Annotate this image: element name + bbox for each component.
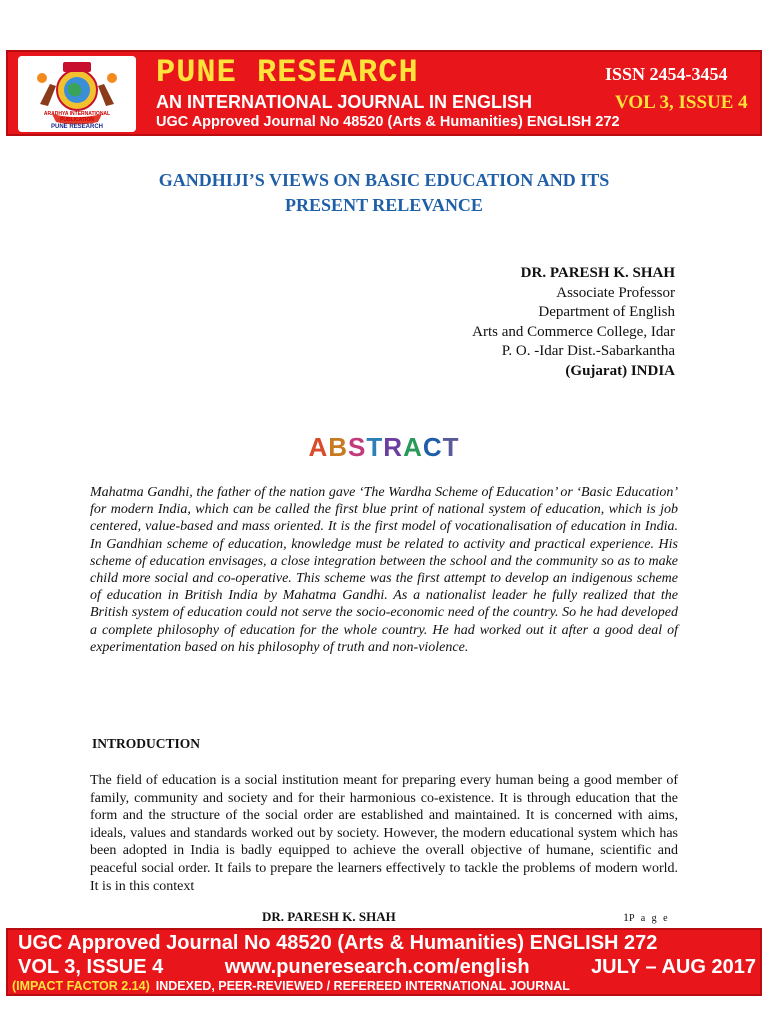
page-number: 1 <box>623 910 629 924</box>
journal-ugc-approval: UGC Approved Journal No 48520 (Arts & Humanities) ENGLISH 272 <box>156 114 620 130</box>
abstract-heading-letter: R <box>383 432 404 462</box>
abstract-heading-letter: C <box>422 432 443 462</box>
page-number-label <box>623 910 670 925</box>
author-address: P. O. -Idar Dist.-Sabarkantha <box>501 343 675 359</box>
journal-logo <box>18 56 136 132</box>
author-position: Associate Professor <box>556 284 675 301</box>
footer-volume: VOL 3, ISSUE 4 <box>18 956 164 978</box>
journal-issn: ISSN 2454-3454 <box>605 64 728 84</box>
author-name: DR. PARESH K. SHAH <box>520 265 675 281</box>
footer-author-name: DR. PARESH K. SHAH <box>262 909 396 924</box>
footer-indexing-line <box>12 979 756 993</box>
footer-indexed: INDEXED, PEER-REVIEWED / REFEREED INTERNATIONAL JOURNAL <box>155 979 570 993</box>
author-state: (Gujarat) INDIA <box>565 362 675 379</box>
article-title <box>90 168 678 218</box>
journal-header-banner <box>6 50 762 136</box>
abstract-heading-letter: A <box>308 432 329 462</box>
logo-caption-publisher: ARADHYA INTERNATIONAL PUBLICATION <box>43 111 111 123</box>
article-title-line1: GANDHIJI’S VIEWS ON BASIC EDUCATION AND ITS <box>158 170 610 190</box>
footer-website-link[interactable]: www.puneresearch.com/english <box>224 956 530 978</box>
author-block <box>400 264 675 381</box>
abstract-heading-letter: T <box>442 432 460 462</box>
abstract-heading <box>0 432 768 463</box>
journal-footer-banner <box>6 928 762 996</box>
author-college: Arts and Commerce College, Idar <box>472 323 675 340</box>
introduction-paragraph: The field of education is a social institution meant for preparing every human being a good member of family, community and society and for their harmonious co-existence. It is through education that the form and the structure of the social order are established and maintained. It is concerned with aims, ideals, values and standards worked out by society. However, the modern educational system which has been adopted in India is badly equipped to achieve the overall objective of humane, scientific and peaceful social order. It fails to prepare the learners effectively to tackle the problems of modern world. It is in this context <box>90 773 678 894</box>
footer-ugc-approval: UGC Approved Journal No 48520 (Arts & Humanities) ENGLISH 272 <box>18 932 658 954</box>
abstract-heading-letter: T <box>366 432 384 462</box>
footer-date: JULY – AUG 2017 <box>591 956 756 978</box>
introduction-heading: INTRODUCTION <box>92 736 201 751</box>
abstract-heading-letter: B <box>328 432 349 462</box>
footer-issue-line <box>18 956 756 979</box>
abstract-heading-letter: A <box>403 432 423 462</box>
abstract-paragraph: Mahatma Gandhi, the father of the nation gave ‘The Wardha Scheme of Education’ or ‘Basic Education’ for modern India, which can be called the first blue print of national system of education, which is job centered, value-based and mass oriented. It is the first model of vocationalisation of education in India. In Gandhian scheme of education, knowledge must be related to activity and practical experience. His scheme of education envisages, a close integration between the school and the community so as to make child more social and co-operative. This scheme was the first attempt to develop an indigenous scheme of education in British India by Mahatma Gandhi. As a nationalist leader he fully realized that the British system of education could not serve the socio-economic need of the country. So he had developed a complete philosophy of education for the whole country. He had worked out it after a good deal of experimentation based on his philosophy of truth and non-violence. <box>90 485 678 655</box>
journal-volume: VOL 3, ISSUE 4 <box>615 92 748 113</box>
footer-impact-factor: (IMPACT FACTOR 2.14) <box>12 979 150 993</box>
logo-caption-journal: PUNE RESEARCH <box>50 124 103 130</box>
page-word: P a g e <box>629 913 670 924</box>
journal-name: PUNE RESEARCH <box>156 54 419 91</box>
abstract-heading-letter: S <box>348 432 367 462</box>
author-department: Department of English <box>538 304 675 320</box>
article-title-line2: PRESENT RELEVANCE <box>285 195 483 215</box>
journal-subtitle: AN INTERNATIONAL JOURNAL IN ENGLISH <box>156 92 533 112</box>
